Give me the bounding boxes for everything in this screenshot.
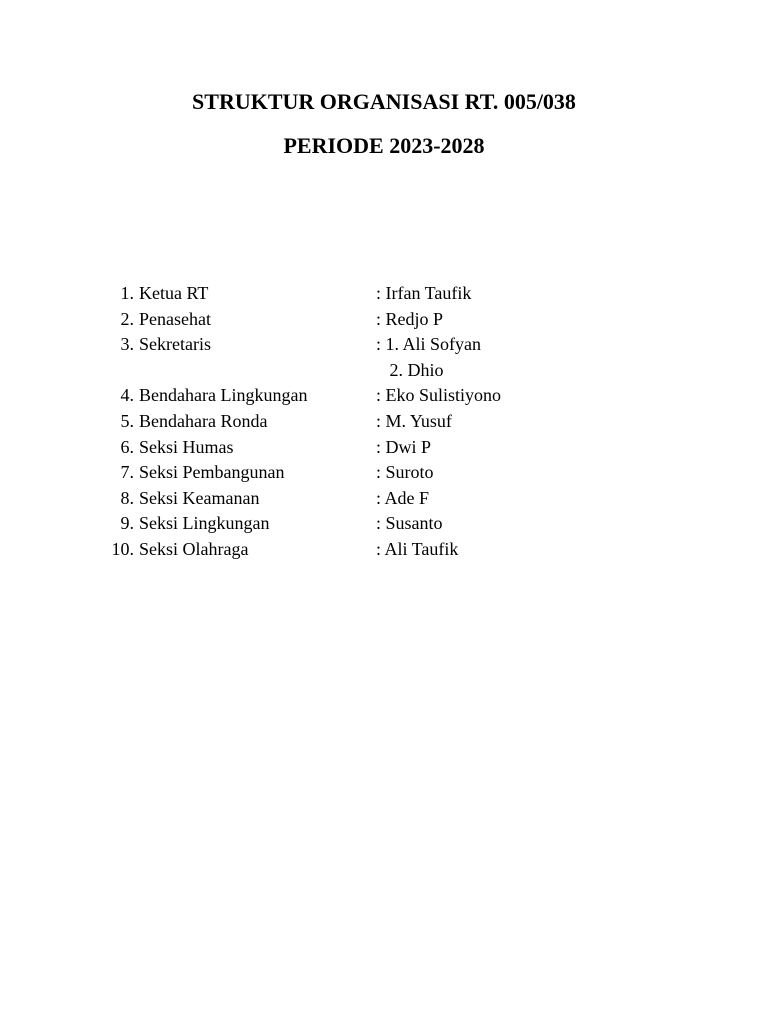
item-role: Seksi Lingkungan — [139, 513, 270, 534]
item-number: 6. — [120, 436, 134, 457]
item-name: : Ade F — [376, 487, 430, 508]
item-number: 3. — [120, 334, 134, 355]
roster-list — [100, 281, 660, 563]
item-number: 10. — [111, 538, 134, 559]
document-title: STRUKTUR ORGANISASI RT. 005/038 — [192, 89, 576, 114]
item-name: : Susanto — [376, 513, 443, 534]
item-number: 5. — [120, 410, 134, 431]
document-period: PERIODE 2023-2028 — [283, 133, 485, 158]
item-name: 2. Dhio — [376, 359, 444, 380]
list-item — [100, 281, 660, 307]
item-name: : Suroto — [376, 462, 434, 483]
item-name: : Eko Sulistiyono — [376, 385, 502, 406]
item-role: Ketua RT — [139, 283, 209, 303]
list-item — [100, 435, 660, 461]
item-number: 8. — [120, 487, 134, 508]
item-role: Seksi Humas — [139, 436, 234, 457]
item-role: Seksi Keamanan — [139, 487, 260, 508]
list-item — [100, 537, 660, 563]
item-role: Bendahara Ronda — [139, 410, 268, 431]
item-role: Sekretaris — [139, 334, 211, 355]
item-role: Bendahara Lingkungan — [139, 385, 308, 406]
item-number: 9. — [120, 513, 134, 534]
list-item — [100, 332, 660, 358]
list-item — [100, 511, 660, 537]
item-name: : 1. Ali Sofyan — [376, 334, 482, 355]
item-name: : Dwi P — [376, 436, 432, 457]
item-role: Seksi Pembangunan — [139, 462, 285, 483]
item-number: 1. — [120, 283, 134, 303]
item-name: : Irfan Taufik — [376, 283, 472, 303]
item-number: 7. — [120, 462, 134, 483]
list-item — [100, 307, 660, 333]
item-role: Penasehat — [139, 308, 211, 329]
list-item — [100, 486, 660, 512]
item-role: Seksi Olahraga — [139, 538, 249, 559]
item-name: : Ali Taufik — [376, 538, 459, 559]
list-item-continuation — [100, 358, 660, 384]
list-item — [100, 383, 660, 409]
item-name: : Redjo P — [376, 308, 444, 329]
list-item — [100, 460, 660, 486]
item-number: 4. — [120, 385, 134, 406]
list-item — [100, 409, 660, 435]
item-name: : M. Yusuf — [376, 410, 452, 431]
item-number: 2. — [120, 308, 134, 329]
